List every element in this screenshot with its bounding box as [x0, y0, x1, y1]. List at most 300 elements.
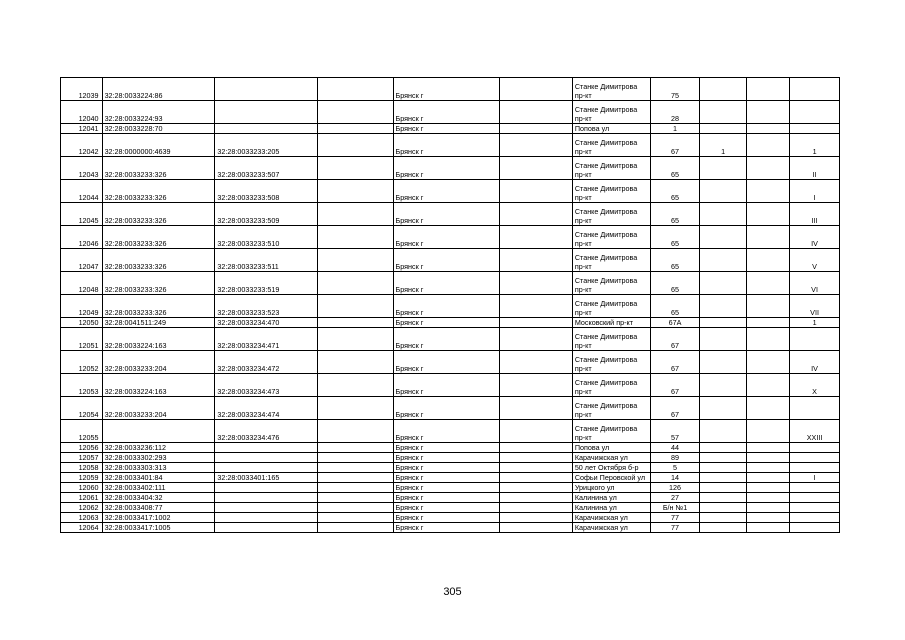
cell-cadastral-number: 32:28:0033233:326: [102, 157, 215, 180]
cell-unit: VII: [790, 295, 840, 318]
cell-street: 50 лет Октября б-р: [572, 463, 650, 473]
cell-city: Брянск г: [393, 463, 500, 473]
cell-cadastral-number: 32:28:0033233:326: [102, 180, 215, 203]
cell-house-number: 65: [651, 180, 700, 203]
cell-street: Калинина ул: [572, 503, 650, 513]
cell-related-cadastral-number: [215, 513, 317, 523]
table-row: [61, 463, 840, 473]
cell-empty: [747, 272, 790, 295]
cell-related-cadastral-number: 32:28:0033234:471: [215, 328, 317, 351]
cell-row-id: 12042: [61, 134, 103, 157]
table-row: [61, 203, 840, 226]
cell-house-number: 77: [651, 523, 700, 533]
cell-related-cadastral-number: 32:28:0033233:508: [215, 180, 317, 203]
cell-unit: [790, 328, 840, 351]
cell-street: Станке Димитрова пр-кт: [572, 272, 650, 295]
cell-empty: [317, 443, 393, 453]
cell-empty: [317, 483, 393, 493]
cell-empty: [747, 483, 790, 493]
cell-street: Станке Димитрова пр-кт: [572, 374, 650, 397]
cell-building: [699, 463, 747, 473]
cell-empty: [500, 397, 572, 420]
cell-city: Брянск г: [393, 420, 500, 443]
cell-empty: [317, 523, 393, 533]
cell-street: Станке Димитрова пр-кт: [572, 203, 650, 226]
cell-empty: [500, 483, 572, 493]
cell-house-number: 77: [651, 513, 700, 523]
cell-house-number: 67: [651, 134, 700, 157]
cell-cadastral-number: [102, 420, 215, 443]
cell-empty: [747, 328, 790, 351]
cell-empty: [747, 463, 790, 473]
cell-building: [699, 420, 747, 443]
cell-row-id: 12053: [61, 374, 103, 397]
cell-unit: II: [790, 157, 840, 180]
cell-city: Брянск г: [393, 374, 500, 397]
table-row: [61, 318, 840, 328]
cell-empty: [500, 157, 572, 180]
cell-unit: [790, 513, 840, 523]
table-row: [61, 483, 840, 493]
cell-related-cadastral-number: [215, 523, 317, 533]
cell-row-id: 12056: [61, 443, 103, 453]
cell-empty: [747, 295, 790, 318]
cell-related-cadastral-number: 32:28:0033401:165: [215, 473, 317, 483]
cell-house-number: 65: [651, 272, 700, 295]
cell-empty: [317, 503, 393, 513]
cell-related-cadastral-number: [215, 503, 317, 513]
cell-cadastral-number: 32:28:0033228:70: [102, 124, 215, 134]
cell-building: [699, 295, 747, 318]
cell-empty: [317, 295, 393, 318]
cell-cadastral-number: 32:28:0033233:204: [102, 397, 215, 420]
cell-row-id: 12052: [61, 351, 103, 374]
cell-empty: [747, 351, 790, 374]
cell-street: Попова ул: [572, 124, 650, 134]
cell-building: [699, 318, 747, 328]
cell-city: Брянск г: [393, 493, 500, 503]
cell-unit: [790, 483, 840, 493]
cell-empty: [747, 443, 790, 453]
cell-city: Брянск г: [393, 443, 500, 453]
cell-related-cadastral-number: 32:28:0033234:476: [215, 420, 317, 443]
table-row: [61, 328, 840, 351]
cell-building: [699, 483, 747, 493]
cell-empty: [500, 249, 572, 272]
cell-house-number: Б/н №1: [651, 503, 700, 513]
cell-row-id: 12057: [61, 453, 103, 463]
cell-cadastral-number: 32:28:0033404:32: [102, 493, 215, 503]
cell-empty: [500, 513, 572, 523]
cell-related-cadastral-number: 32:28:0033233:523: [215, 295, 317, 318]
cell-cadastral-number: 32:28:0000000:4639: [102, 134, 215, 157]
cell-row-id: 12054: [61, 397, 103, 420]
cell-city: Брянск г: [393, 203, 500, 226]
table-row: [61, 157, 840, 180]
cell-city: Брянск г: [393, 249, 500, 272]
cell-empty: [747, 420, 790, 443]
table-row: [61, 493, 840, 503]
cell-row-id: 12049: [61, 295, 103, 318]
cell-empty: [317, 374, 393, 397]
cell-empty: [500, 523, 572, 533]
cell-street: Станке Димитрова пр-кт: [572, 78, 650, 101]
page-number: 305: [443, 586, 462, 598]
cell-city: Брянск г: [393, 78, 500, 101]
cell-empty: [500, 134, 572, 157]
cell-related-cadastral-number: 32:28:0033233:510: [215, 226, 317, 249]
cell-unit: I: [790, 473, 840, 483]
cell-house-number: 67: [651, 328, 700, 351]
cell-building: [699, 397, 747, 420]
cell-unit: IV: [790, 226, 840, 249]
table-row: [61, 443, 840, 453]
cell-building: [699, 493, 747, 503]
cell-city: Брянск г: [393, 513, 500, 523]
cell-building: [699, 328, 747, 351]
cell-empty: [747, 397, 790, 420]
table-row: [61, 226, 840, 249]
table-row: [61, 453, 840, 463]
cell-city: Брянск г: [393, 328, 500, 351]
cell-related-cadastral-number: [215, 78, 317, 101]
cell-house-number: 67: [651, 374, 700, 397]
table-row: [61, 101, 840, 124]
cell-street: Станке Димитрова пр-кт: [572, 180, 650, 203]
cell-house-number: 65: [651, 203, 700, 226]
table-row: [61, 134, 840, 157]
cell-related-cadastral-number: [215, 101, 317, 124]
cell-row-id: 12062: [61, 503, 103, 513]
table-body: [61, 78, 840, 533]
cell-related-cadastral-number: 32:28:0033233:205: [215, 134, 317, 157]
cell-empty: [317, 101, 393, 124]
cell-empty: [317, 134, 393, 157]
cell-row-id: 12045: [61, 203, 103, 226]
cell-related-cadastral-number: 32:28:0033234:470: [215, 318, 317, 328]
cell-building: [699, 226, 747, 249]
cell-building: [699, 78, 747, 101]
table-row: [61, 523, 840, 533]
cell-city: Брянск г: [393, 157, 500, 180]
cell-empty: [500, 420, 572, 443]
cell-house-number: 89: [651, 453, 700, 463]
cell-cadastral-number: 32:28:0033303:313: [102, 463, 215, 473]
cell-row-id: 12058: [61, 463, 103, 473]
cell-street: Софьи Перовской ул: [572, 473, 650, 483]
cell-city: Брянск г: [393, 134, 500, 157]
cell-empty: [317, 420, 393, 443]
cell-empty: [500, 443, 572, 453]
table-row: [61, 272, 840, 295]
cell-cadastral-number: 32:28:0033224:163: [102, 328, 215, 351]
cell-related-cadastral-number: 32:28:0033233:511: [215, 249, 317, 272]
cell-empty: [317, 473, 393, 483]
cell-street: Станке Димитрова пр-кт: [572, 351, 650, 374]
cell-cadastral-number: 32:28:0033417:1005: [102, 523, 215, 533]
cell-empty: [500, 493, 572, 503]
cell-row-id: 12048: [61, 272, 103, 295]
table-row: [61, 397, 840, 420]
table-row: [61, 374, 840, 397]
cell-unit: XXIII: [790, 420, 840, 443]
cell-unit: [790, 523, 840, 533]
cell-empty: [500, 374, 572, 397]
cell-house-number: 67А: [651, 318, 700, 328]
cell-building: [699, 443, 747, 453]
cell-empty: [747, 226, 790, 249]
cell-house-number: 65: [651, 157, 700, 180]
cell-unit: [790, 443, 840, 453]
cell-cadastral-number: 32:28:0033233:326: [102, 249, 215, 272]
cell-related-cadastral-number: 32:28:0033234:472: [215, 351, 317, 374]
cell-cadastral-number: 32:28:0033233:326: [102, 272, 215, 295]
cell-cadastral-number: 32:28:0033233:326: [102, 295, 215, 318]
cell-empty: [747, 78, 790, 101]
cell-city: Брянск г: [393, 272, 500, 295]
table-row: [61, 180, 840, 203]
cell-empty: [317, 78, 393, 101]
cell-related-cadastral-number: 32:28:0033233:519: [215, 272, 317, 295]
table-row: [61, 420, 840, 443]
cell-unit: V: [790, 249, 840, 272]
cell-related-cadastral-number: 32:28:0033233:507: [215, 157, 317, 180]
cell-related-cadastral-number: 32:28:0033234:474: [215, 397, 317, 420]
cell-building: [699, 503, 747, 513]
cell-unit: [790, 124, 840, 134]
cell-related-cadastral-number: [215, 453, 317, 463]
cell-empty: [747, 134, 790, 157]
cell-cadastral-number: 32:28:0033233:204: [102, 351, 215, 374]
cell-unit: IV: [790, 351, 840, 374]
cell-empty: [500, 180, 572, 203]
cell-empty: [747, 203, 790, 226]
table-row: [61, 503, 840, 513]
property-registry-table: [60, 77, 840, 533]
cell-city: Брянск г: [393, 124, 500, 134]
cell-row-id: 12040: [61, 101, 103, 124]
cell-empty: [747, 249, 790, 272]
cell-empty: [747, 101, 790, 124]
cell-unit: [790, 463, 840, 473]
cell-empty: [500, 295, 572, 318]
cell-house-number: 67: [651, 397, 700, 420]
cell-street: Станке Димитрова пр-кт: [572, 226, 650, 249]
cell-unit: VI: [790, 272, 840, 295]
cell-related-cadastral-number: [215, 463, 317, 473]
cell-empty: [317, 180, 393, 203]
cell-cadastral-number: 32:28:0033408:77: [102, 503, 215, 513]
cell-street: Станке Димитрова пр-кт: [572, 249, 650, 272]
cell-city: Брянск г: [393, 318, 500, 328]
cell-unit: [790, 503, 840, 513]
cell-city: Брянск г: [393, 295, 500, 318]
cell-empty: [500, 328, 572, 351]
cell-empty: [500, 226, 572, 249]
cell-empty: [747, 374, 790, 397]
cell-unit: [790, 101, 840, 124]
cell-empty: [500, 503, 572, 513]
cell-related-cadastral-number: [215, 493, 317, 503]
cell-building: [699, 157, 747, 180]
table-row: [61, 124, 840, 134]
cell-empty: [317, 493, 393, 503]
cell-row-id: 12044: [61, 180, 103, 203]
cell-unit: [790, 78, 840, 101]
cell-city: Брянск г: [393, 180, 500, 203]
cell-house-number: 14: [651, 473, 700, 483]
cell-cadastral-number: 32:28:0033224:163: [102, 374, 215, 397]
cell-cadastral-number: 32:28:0033233:326: [102, 203, 215, 226]
cell-empty: [500, 318, 572, 328]
cell-cadastral-number: 32:28:0033402:111: [102, 483, 215, 493]
cell-row-id: 12047: [61, 249, 103, 272]
cell-building: [699, 249, 747, 272]
cell-empty: [747, 473, 790, 483]
cell-empty: [500, 351, 572, 374]
cell-row-id: 12064: [61, 523, 103, 533]
cell-empty: [317, 453, 393, 463]
cell-house-number: 75: [651, 78, 700, 101]
cell-empty: [317, 513, 393, 523]
cell-row-id: 12041: [61, 124, 103, 134]
cell-empty: [317, 249, 393, 272]
cell-empty: [747, 513, 790, 523]
cell-unit: 1: [790, 318, 840, 328]
cell-building: [699, 513, 747, 523]
table-row: [61, 513, 840, 523]
cell-street: Московский пр-кт: [572, 318, 650, 328]
cell-row-id: 12063: [61, 513, 103, 523]
cell-cadastral-number: 32:28:0033302:293: [102, 453, 215, 463]
cell-row-id: 12059: [61, 473, 103, 483]
cell-street: Станке Димитрова пр-кт: [572, 328, 650, 351]
cell-row-id: 12046: [61, 226, 103, 249]
cell-city: Брянск г: [393, 226, 500, 249]
cell-street: Карачижская ул: [572, 513, 650, 523]
cell-cadastral-number: 32:28:0033236:112: [102, 443, 215, 453]
cell-empty: [747, 180, 790, 203]
cell-city: Брянск г: [393, 473, 500, 483]
cell-building: [699, 180, 747, 203]
cell-unit: [790, 453, 840, 463]
cell-building: [699, 203, 747, 226]
cell-cadastral-number: 32:28:0033233:326: [102, 226, 215, 249]
cell-unit: I: [790, 180, 840, 203]
cell-empty: [747, 453, 790, 463]
cell-house-number: 5: [651, 463, 700, 473]
cell-street: Станке Димитрова пр-кт: [572, 295, 650, 318]
cell-row-id: 12061: [61, 493, 103, 503]
cell-unit: X: [790, 374, 840, 397]
cell-building: [699, 124, 747, 134]
cell-street: Карачижская ул: [572, 453, 650, 463]
cell-street: Станке Димитрова пр-кт: [572, 101, 650, 124]
cell-row-id: 12043: [61, 157, 103, 180]
cell-building: [699, 351, 747, 374]
cell-empty: [747, 493, 790, 503]
cell-empty: [500, 272, 572, 295]
table-row: [61, 473, 840, 483]
cell-related-cadastral-number: 32:28:0033234:473: [215, 374, 317, 397]
cell-building: [699, 473, 747, 483]
cell-building: [699, 453, 747, 463]
cell-building: [699, 374, 747, 397]
cell-house-number: 44: [651, 443, 700, 453]
cell-street: Урицкого ул: [572, 483, 650, 493]
cell-empty: [317, 397, 393, 420]
cell-row-id: 12055: [61, 420, 103, 443]
cell-empty: [500, 453, 572, 463]
cell-city: Брянск г: [393, 453, 500, 463]
cell-city: Брянск г: [393, 523, 500, 533]
cell-empty: [317, 463, 393, 473]
cell-row-id: 12060: [61, 483, 103, 493]
cell-street: Станке Димитрова пр-кт: [572, 157, 650, 180]
cell-city: Брянск г: [393, 351, 500, 374]
cell-empty: [500, 473, 572, 483]
cell-street: Калинина ул: [572, 493, 650, 503]
cell-house-number: 57: [651, 420, 700, 443]
cell-house-number: 1: [651, 124, 700, 134]
cell-empty: [500, 124, 572, 134]
cell-building: [699, 523, 747, 533]
cell-unit: 1: [790, 134, 840, 157]
cell-empty: [317, 351, 393, 374]
cell-row-id: 12039: [61, 78, 103, 101]
cell-empty: [500, 203, 572, 226]
cell-empty: [747, 523, 790, 533]
cell-unit: [790, 397, 840, 420]
cell-building: 1: [699, 134, 747, 157]
cell-empty: [317, 318, 393, 328]
cell-cadastral-number: 32:28:0033417:1002: [102, 513, 215, 523]
cell-building: [699, 272, 747, 295]
cell-city: Брянск г: [393, 503, 500, 513]
cell-cadastral-number: 32:28:0033224:86: [102, 78, 215, 101]
cell-empty: [317, 157, 393, 180]
cell-empty: [747, 318, 790, 328]
cell-cadastral-number: 32:28:0033401:84: [102, 473, 215, 483]
cell-cadastral-number: 32:28:0041511:249: [102, 318, 215, 328]
cell-row-id: 12051: [61, 328, 103, 351]
cell-empty: [500, 463, 572, 473]
cell-row-id: 12050: [61, 318, 103, 328]
cell-street: Попова ул: [572, 443, 650, 453]
cell-empty: [317, 203, 393, 226]
cell-house-number: 27: [651, 493, 700, 503]
cell-empty: [317, 226, 393, 249]
cell-empty: [317, 272, 393, 295]
cell-unit: [790, 493, 840, 503]
cell-related-cadastral-number: [215, 124, 317, 134]
cell-building: [699, 101, 747, 124]
cell-empty: [747, 503, 790, 513]
cell-house-number: 65: [651, 295, 700, 318]
cell-empty: [317, 124, 393, 134]
table-row: [61, 351, 840, 374]
cell-city: Брянск г: [393, 101, 500, 124]
cell-related-cadastral-number: [215, 443, 317, 453]
cell-empty: [747, 157, 790, 180]
cell-empty: [317, 328, 393, 351]
cell-house-number: 65: [651, 249, 700, 272]
table-row: [61, 78, 840, 101]
cell-city: Брянск г: [393, 397, 500, 420]
cell-related-cadastral-number: 32:28:0033233:509: [215, 203, 317, 226]
cell-street: Станке Димитрова пр-кт: [572, 420, 650, 443]
cell-city: Брянск г: [393, 483, 500, 493]
